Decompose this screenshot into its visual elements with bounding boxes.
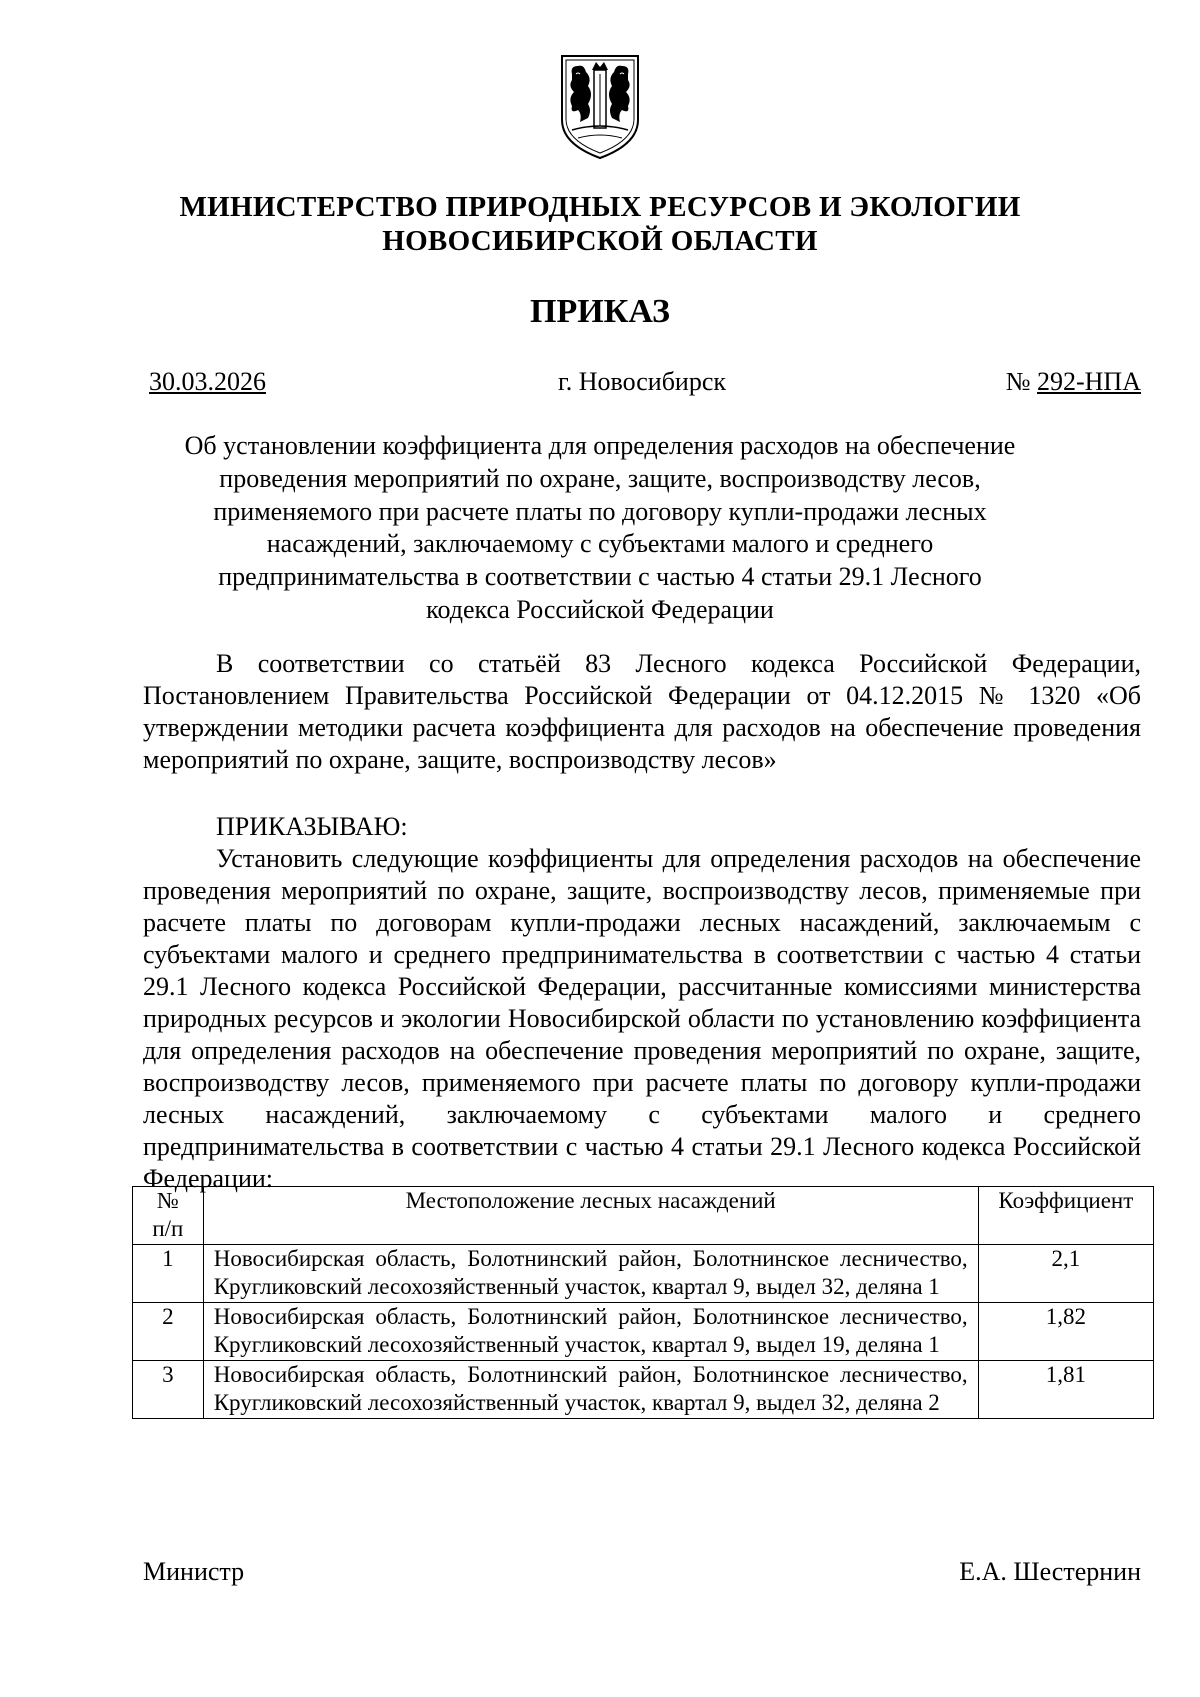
document-city: г. Новосибирск <box>557 367 727 396</box>
signatory-name: Е.А. Шестернин <box>959 1557 1141 1586</box>
document-type-title: ПРИКАЗ <box>530 293 670 330</box>
row-num: 1 <box>133 1245 204 1303</box>
document-date: 30.03.2026 <box>149 367 266 396</box>
ministry-line-2: НОВОСИБИРСКОЙ ОБЛАСТИ <box>382 225 818 257</box>
row-coefficient: 2,1 <box>978 1245 1153 1303</box>
header-num <box>133 1187 204 1245</box>
header-location: Местоположение лесных насаждений <box>203 1187 978 1245</box>
row-coefficient: 1,81 <box>978 1361 1153 1419</box>
table-row <box>133 1303 1154 1361</box>
header-num-line-2: п/п <box>152 1216 184 1241</box>
ministry-name <box>0 190 1200 258</box>
table-row <box>133 1361 1154 1419</box>
order-paragraph: Установить следующие коэффициенты для определения расходов на обеспечение проведения мероприятий по охране, защите, воспроизводству лесов, применяемые при расчете платы по договорам купли-продажи лесных насаждений, заключаемым с субъектами малого и среднего предпринимательства в соответствии с частью 4 статьи 29.1 Лесного кодекса Российской Федерации, рассчитанные комиссиями министерства природных ресурсов и экологии Новосибирской области по установлению коэффициента для определения расходов на обеспечение проведения мероприятий по охране, защите, воспроизводству лесов, применяемого при расчете платы по договору купли-продажи лесных насаждений, заключаемому с субъектами малого и среднего предпринимательства в соответствии с частью 4 статьи 29.1 Лесного кодекса Российской Федерации: <box>143 844 1141 1193</box>
document-meta-row <box>143 367 1141 399</box>
coefficients-table <box>132 1186 1154 1419</box>
header-coefficient: Коэффициент <box>978 1187 1153 1245</box>
row-num: 3 <box>133 1361 204 1419</box>
row-location: Новосибирская область, Болотнинский район, Болотнинское лесничество, Кругликовский лесохозяйственный участок, квартал 9, выдел 19, деляна 1 <box>203 1303 978 1361</box>
preamble-paragraph: В соответствии со статьёй 83 Лесного кодекса Российской Федерации, Постановлением Правительства Российской Федерации от 04.12.2015 № 1320 «Об утверждении методики расчета коэффициента для расходов на обеспечение проведения мероприятий по охране, защите, воспроизводству лесов» <box>143 649 1141 774</box>
header-num-line-1: № <box>156 1188 179 1213</box>
ministry-line-1: МИНИСТЕРСТВО ПРИРОДНЫХ РЕСУРСОВ И ЭКОЛОГИИ <box>179 191 1021 223</box>
order-word: ПРИКАЗЫВАЮ: <box>216 812 408 841</box>
document-subject: Об установлении коэффициента для определения расходов на обеспечение проведения мероприятий по охране, защите, воспроизводству лесов, применяемого при расчете платы по договору купли-продажи лесных насаждений, заключаемому с субъектами малого и среднего предпринимательства в соответствии с частью 4 статьи 29.1 Лесного кодекса Российской Федерации <box>184 431 1016 624</box>
document-number <box>1006 367 1141 397</box>
document-number-prefix: № <box>1005 367 1037 396</box>
table-row <box>133 1245 1154 1303</box>
row-num: 2 <box>133 1303 204 1361</box>
coat-of-arms-icon <box>558 52 642 162</box>
signatory-title: Министр <box>143 1557 245 1586</box>
document-number-value: 292-НПА <box>1037 367 1141 396</box>
row-location: Новосибирская область, Болотнинский район, Болотнинское лесничество, Кругликовский лесохозяйственный участок, квартал 9, выдел 32, деляна 2 <box>203 1361 978 1419</box>
row-location: Новосибирская область, Болотнинский район, Болотнинское лесничество, Кругликовский лесохозяйственный участок, квартал 9, выдел 32, деляна 1 <box>203 1245 978 1303</box>
row-coefficient: 1,82 <box>978 1303 1153 1361</box>
table-header-row <box>133 1187 1154 1245</box>
